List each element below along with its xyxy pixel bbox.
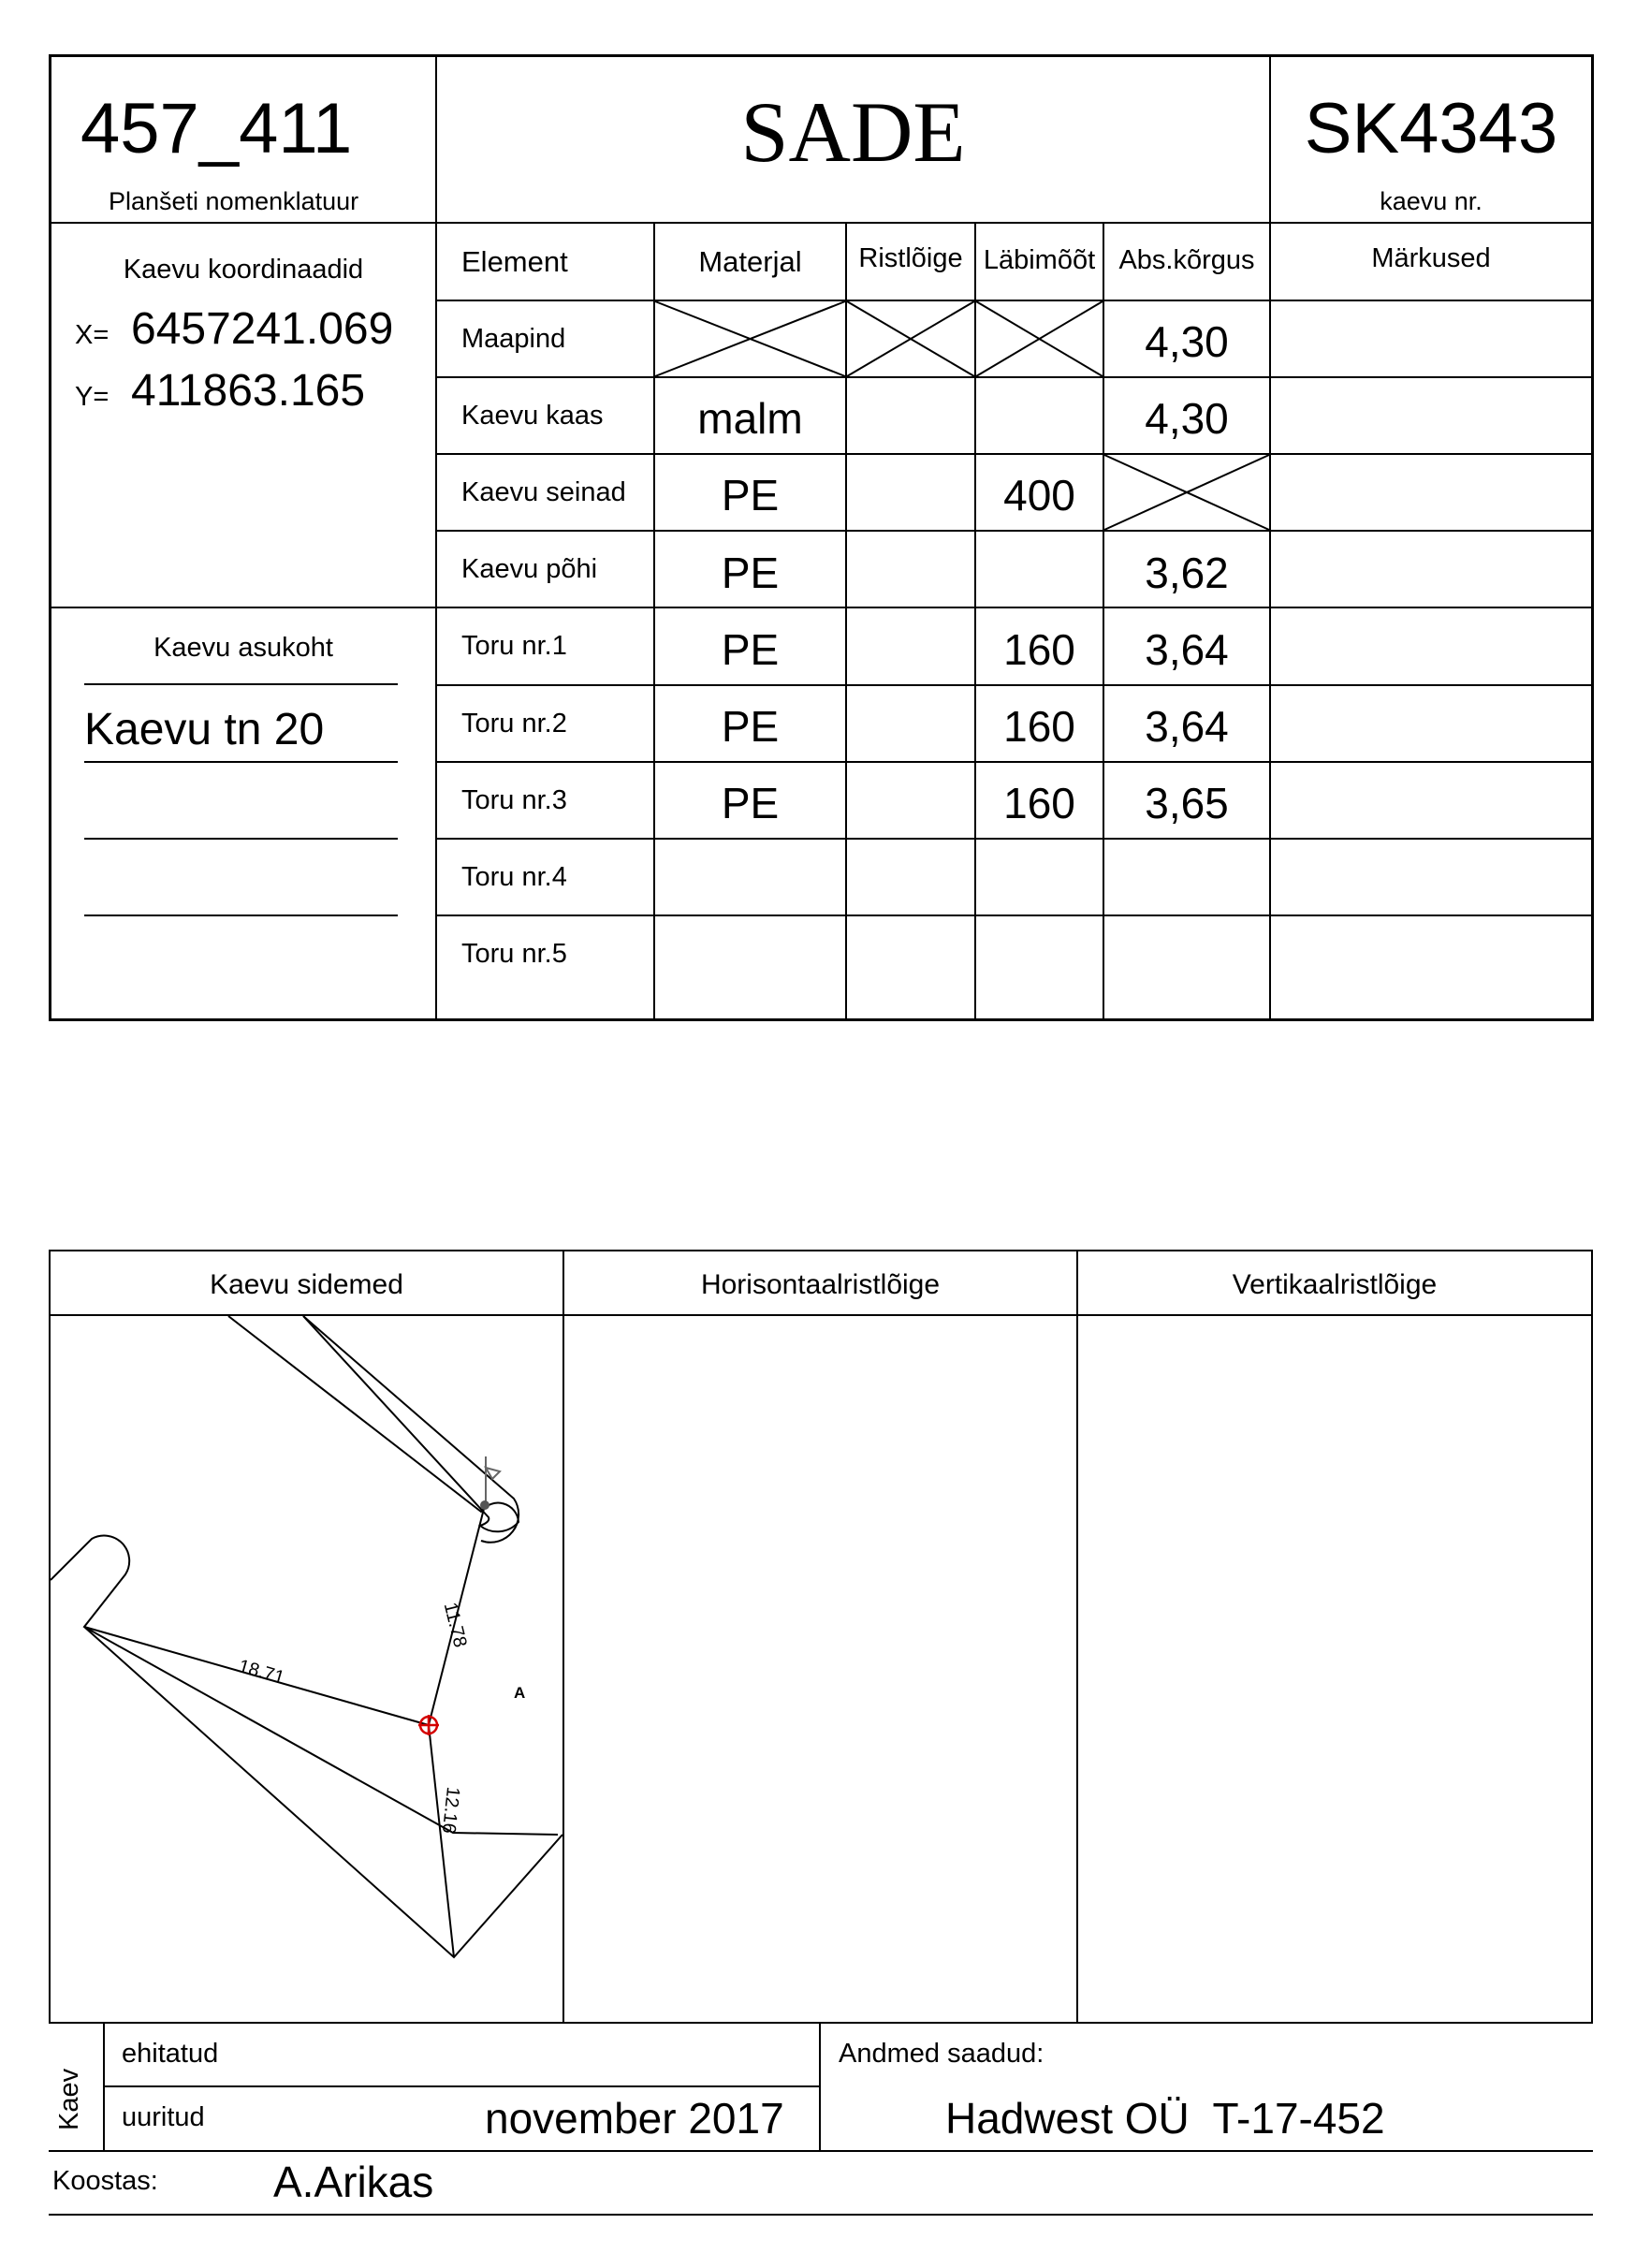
na-cross-maapind-section <box>847 301 974 376</box>
footer-side-label: Kaev <box>54 2068 84 2130</box>
na-cross-maapind-diameter <box>976 301 1103 376</box>
coordinate-y-label: Y= <box>75 382 110 412</box>
row-element-toru-4: Toru nr.4 <box>461 862 567 892</box>
nomenclature-label: Planšeti nomenklatuur <box>109 187 359 215</box>
na-cross-maapind-material <box>655 301 845 376</box>
cell-height-toru-2: 3,64 <box>1145 702 1229 751</box>
column-header-notes: Märkused <box>1371 243 1491 273</box>
na-cross-walls-height <box>1104 455 1269 530</box>
cell-diameter-kaevu-seinad: 400 <box>1003 471 1075 519</box>
column-header-material: Materjal <box>698 245 802 278</box>
row-element-kaevu-kaas: Kaevu kaas <box>461 401 604 431</box>
column-header-cross-section: Ristlõige <box>858 243 963 273</box>
cell-height-kaevu-kaas: 4,30 <box>1145 394 1229 443</box>
row-element-toru-1: Toru nr.1 <box>461 631 567 661</box>
cell-material-kaevu-seinad: PE <box>721 471 780 519</box>
column-header-abs-height: Abs.kõrgus <box>1118 245 1255 275</box>
tie-distance-1: 18.71 <box>236 1656 287 1689</box>
row-element-toru-2: Toru nr.2 <box>461 709 567 739</box>
nomenclature-value: 457_411 <box>80 89 353 168</box>
well-symbol-icon <box>417 1714 440 1736</box>
row-element-maapind: Maapind <box>461 324 566 354</box>
cell-diameter-toru-2: 160 <box>1003 702 1075 751</box>
cell-height-toru-3: 3,65 <box>1145 779 1229 827</box>
location-label: Kaevu asukoht <box>153 633 333 663</box>
cell-material-toru-3: PE <box>721 779 780 827</box>
cell-diameter-toru-3: 160 <box>1003 779 1075 827</box>
cell-diameter-toru-1: 160 <box>1003 625 1075 674</box>
coordinate-y-value: 411863.165 <box>131 366 366 416</box>
surveyed-label: uuritud <box>122 2102 205 2132</box>
tie-distance-2: 11.78 <box>439 1600 471 1650</box>
column-header-element: Element <box>461 245 568 278</box>
row-element-kaevu-pohi: Kaevu põhi <box>461 554 598 584</box>
point-label: A <box>514 1684 526 1702</box>
well-number-label: kaevu nr. <box>1380 187 1483 215</box>
cell-material-kaevu-kaas: malm <box>697 394 803 443</box>
tie-distance-3: 12.16 <box>437 1785 463 1835</box>
panel-title-horizontal-section: Horisontaalristlõige <box>700 1269 941 1300</box>
data-source-label: Andmed saadud: <box>839 2039 1044 2069</box>
built-label: ehitatud <box>122 2039 219 2069</box>
coordinate-x-value: 6457241.069 <box>131 304 394 354</box>
network-type-title: SADE <box>740 84 966 180</box>
column-header-diameter: Läbimõõt <box>983 245 1096 275</box>
row-element-toru-3: Toru nr.3 <box>461 785 567 815</box>
well-number-value: SK4343 <box>1304 89 1558 168</box>
author-label: Koostas: <box>52 2166 158 2196</box>
coordinates-label: Kaevu koordinaadid <box>123 255 364 285</box>
cell-material-kaevu-pohi: PE <box>721 549 780 597</box>
surveyed-date: november 2017 <box>485 2094 784 2143</box>
panel-title-vertical-section: Vertikaalristlõige <box>1232 1269 1438 1300</box>
panel-title-ties: Kaevu sidemed <box>210 1269 403 1300</box>
author-name: A.Arikas <box>273 2158 434 2206</box>
data-source-value: Hadwest OÜ T-17-452 <box>945 2094 1385 2143</box>
coordinate-x-label: X= <box>75 320 110 350</box>
cell-material-toru-2: PE <box>721 702 780 751</box>
cell-height-toru-1: 3,64 <box>1145 625 1229 674</box>
cell-height-maapind: 4,30 <box>1145 317 1229 366</box>
well-ties-sketch <box>51 1316 562 2022</box>
cell-height-kaevu-pohi: 3,62 <box>1145 549 1229 597</box>
location-address: Kaevu tn 20 <box>84 705 325 754</box>
row-element-kaevu-seinad: Kaevu seinad <box>461 477 626 507</box>
row-element-toru-5: Toru nr.5 <box>461 939 567 969</box>
cell-material-toru-1: PE <box>721 625 780 674</box>
